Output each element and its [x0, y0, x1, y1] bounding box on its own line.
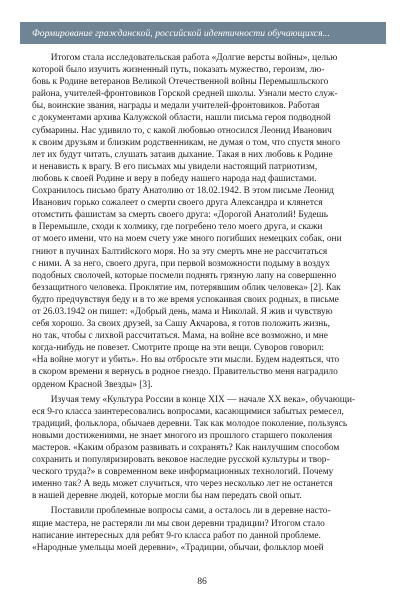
text-line: Иванович горько сожалеет о смерти своего друга Александра и клянется	[32, 198, 323, 209]
text-line: и ненависть к врагу. В его письмах мы увидели настоящий патриотизм,	[32, 161, 318, 172]
paragraph	[32, 505, 379, 553]
text-line: гниют в пучинах Балтийского моря. Но за эту смерть мне не рассчитаться	[32, 246, 328, 257]
text-line: бовь к Родине ветеранов Великой Отечественной войны Перемышльского	[32, 77, 329, 88]
text-line: в скором времени я вернусь в родное гнездо. Правительство меня наградило	[32, 367, 338, 378]
text-line: района, учителей-фронтовиков Горской средней школы. Узнали место служ-	[32, 89, 338, 100]
text-line: традиций, фольклора, обычаев деревни. Так как молодое поколение, пользуясь	[32, 418, 348, 429]
running-title: Формирование гражданской, российской идентичности обучающихся...	[32, 27, 330, 39]
text-line: к своим друзьям и близким родственникам, не думая о том, что спустя много	[32, 137, 341, 148]
text-line: но так, чтобы с лихвой рассчитаться. Мама, на войне все возможно, и мне	[32, 331, 328, 342]
text-line: новыми достижениями, не знает многого из прошлого старшего поколения	[32, 430, 333, 441]
text-line: будто предчувствуя беду и в то же время успокаивая своих родных, в письме	[32, 294, 339, 305]
text-line: которой было изучить жизненный путь, показать мужество, героизм, лю-	[32, 65, 325, 76]
text-line: подобных сволочей, которые посмели поднять грязную лапу на совершенно	[32, 270, 337, 281]
text-line: именно так? А ведь может случиться, что через несколько лет не останется	[32, 479, 333, 490]
text-line: с ними. А за него, своего друга, при первой возможности подыму в воздух	[32, 258, 330, 269]
text-line: в Перемышле, сходи к холмику, где погребено тело моего друга, и скажи	[32, 222, 323, 233]
text-line: себя хорошо. За своих друзей, за Сашу Акчарова, я готов положить жизнь,	[32, 319, 330, 330]
text-line: написание интересных для ребят 9-го класса работ по данной проблеме.	[32, 530, 321, 541]
text-line: когда-нибудь не повезет. Смотрите проще на эти вещи. Суворов говорил:	[32, 343, 325, 354]
text-line: беззащитного человека. Проклятие им, потерявшим облик человека» [2]. Как	[32, 282, 341, 293]
text-line: «Народные умельцы моей деревни», «Традиции, обычаи, фольклор моей	[32, 542, 324, 553]
text-line: от 26.03.1942 он пишет: «Добрый день, мама и Николай. Я жив и чувствую	[32, 306, 333, 317]
text-line: орденом Красной Звезды» [3].	[32, 379, 153, 390]
text-line: с документами архива Калужской области, нашли письма героя подводной	[32, 113, 331, 124]
text-line: Итогом стала исследовательская работа «Долгие версты войны», целью	[32, 53, 338, 63]
text-line: от моего имени, что на моем счету уже много погибших немецких собак, они	[32, 234, 342, 245]
text-line: «На войне могут и убить». Но вы отбросьте эти мысли. Будем надеяться, что	[32, 355, 340, 366]
text-line: сохранить и популяризировать вековое наследие русской культуры и твор-	[32, 455, 330, 466]
running-header	[20, 22, 386, 44]
text-line: отомстить фашистам за смерть своего друга: «Дорогой Анатолий! Будешь	[32, 210, 328, 221]
text-line: в нашей деревне людей, которые могли бы нам передать свой опыт.	[32, 491, 302, 502]
paragraph	[32, 394, 379, 503]
text-line: ческого труда?» в современном веке информационных технологий. Почему	[32, 467, 334, 478]
text-line: ящие мастера, не растеряли ли мы свои деревни традиции? Итогом стало	[32, 518, 325, 529]
text-line: лет их будут читать, слушать затаив дыхание. Такая в них любовь к Родине	[32, 149, 333, 160]
text-line: мастеров. «Каким образом развивать и сохранять? Как наилучшим способом	[32, 443, 340, 453]
body-text	[32, 52, 379, 554]
text-line: бы, воинские звания, награды и медали учителей-фронтовиков. Работая	[32, 101, 320, 112]
text-line: Сохранилось письмо брату Анатолию от 18.02.1942. В этом письме Леонид	[32, 186, 334, 197]
text-line: еся 9-го класса заинтересовались вопросами, касающимися забытых ремесел,	[32, 406, 344, 417]
text-line: Поставили проблемные вопросы сами, а осталось ли в деревне насто-	[32, 506, 331, 517]
paragraph	[32, 52, 379, 391]
text-line: Изучая тему «Культура России в конце XIX — начале XX века», обучающи-	[32, 394, 356, 405]
text-line: субмарины. Нас удивило то, с какой любовью относился Леонид Иванович	[32, 125, 332, 136]
text-line: любовь к своей Родине и веру в победу нашего народа над фашистами.	[32, 173, 317, 184]
page-number: 86	[197, 576, 207, 587]
